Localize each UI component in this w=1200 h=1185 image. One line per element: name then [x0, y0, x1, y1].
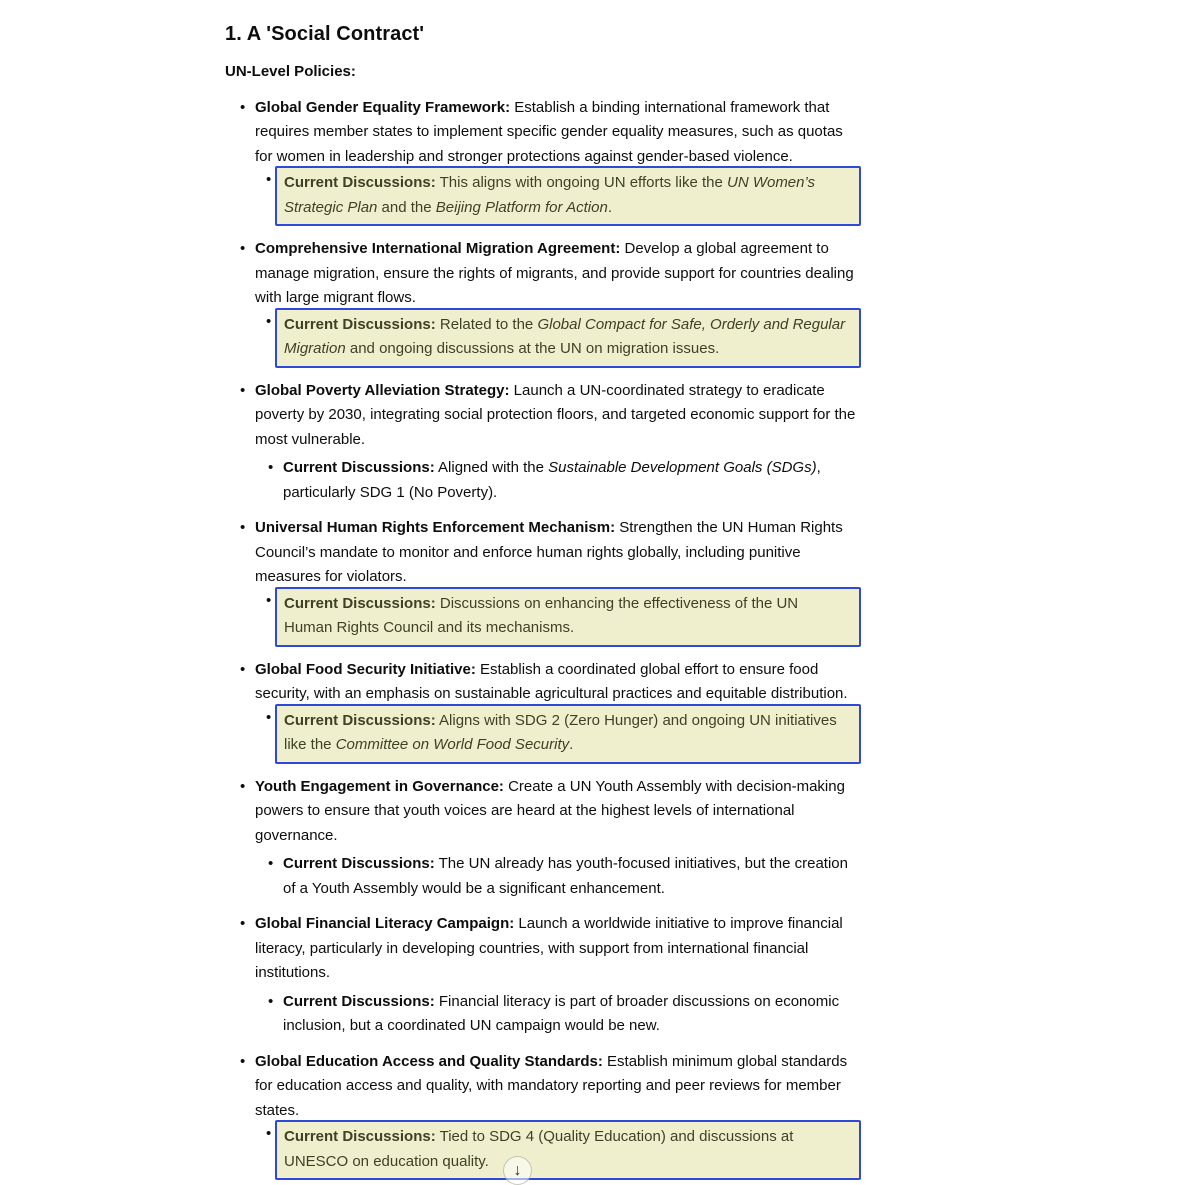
- policy-description: Create a UN Youth Assembly with decision-making powers to ensure that youth voices are heard at the highest levels of international governance.: [255, 777, 845, 844]
- discussion-label: Current Discussions:: [284, 594, 436, 612]
- discussion-text: Related to the: [439, 315, 538, 333]
- policy-item: [225, 658, 861, 764]
- discussion-text: UN Women’s Strategic Plan: [284, 174, 816, 216]
- discussion-text: Financial literacy is part of broader discussions on economic inclusion, but a coordinated UN campaign would be new.: [283, 992, 840, 1034]
- discussion-item: [275, 308, 861, 368]
- policy-description: Establish minimum global standards for education access and quality, with mandatory reporting and peer reviews for member states.: [255, 1052, 848, 1119]
- discussion-highlight-box[interactable]: [275, 587, 861, 647]
- discussion-item: [275, 587, 861, 647]
- policy-title: Global Financial Literacy Campaign:: [255, 915, 515, 932]
- discussion-item: [255, 456, 861, 505]
- discussion-highlight-box[interactable]: [275, 308, 861, 368]
- page-title: 1. A 'Social Contract': [225, 23, 425, 45]
- discussion-item: [255, 852, 861, 901]
- discussion-text: and the: [377, 198, 436, 216]
- policy-title: Global Food Security Initiative:: [255, 660, 476, 678]
- discussion-label: Current Discussions:: [284, 1128, 436, 1145]
- policy-description: Establish a coordinated global effort to ensure food security, with an emphasis on sustainable agricultural practices and equitable distribution.: [255, 660, 848, 702]
- discussion-highlight-box[interactable]: [275, 166, 861, 226]
- down-arrow-icon: ↓: [513, 1161, 522, 1179]
- policy-item: [225, 516, 861, 647]
- discussion-text: Beijing Platform for Action: [435, 198, 608, 216]
- policy-description: Launch a UN-coordinated strategy to eradicate poverty by 2030, integrating social protection floors, and targeted economic support for the most vulnerable.: [255, 381, 856, 448]
- discussion-text: Tied to SDG 4 (Quality Education) and discussions at UNESCO on education quality.: [284, 1128, 794, 1170]
- discussion-label: Current Discussions:: [283, 855, 435, 872]
- discussion-label: Current Discussions:: [284, 315, 436, 333]
- policy-title: Global Poverty Alleviation Strategy:: [255, 381, 510, 399]
- discussion-text: Aligned with the: [438, 459, 549, 476]
- policy-description: Establish a binding international framework that requires member states to implement specific gender equality measures, such as quotas for women in leadership and stronger protections against gender-based violence.: [255, 98, 843, 165]
- discussion-text: Global Compact for Safe, Orderly and Regular Migration: [284, 315, 846, 357]
- discussion-label: Current Discussions:: [284, 711, 436, 729]
- discussion-text: and ongoing discussions at the UN on migration issues.: [345, 340, 720, 357]
- policy-description: Launch a worldwide initiative to improve financial literacy, particularly in developing countries, with support from international financial institutions.: [255, 915, 843, 981]
- policy-description: Develop a global agreement to manage migration, ensure the rights of migrants, and provide support for countries dealing with large migrant flows.: [255, 240, 854, 306]
- policy-item: [225, 775, 861, 902]
- discussion-item: [255, 990, 861, 1039]
- discussion-text: Sustainable Development Goals (SDGs): [548, 459, 817, 476]
- policy-item: [225, 96, 861, 227]
- discussion-text: .: [607, 198, 612, 216]
- policy-list: [225, 96, 861, 1181]
- policy-title: Global Education Access and Quality Standards:: [255, 1052, 603, 1070]
- policy-description: Strengthen the UN Human Rights Council’s mandate to monitor and enforce human rights globally, including punitive measures for violators.: [255, 519, 843, 585]
- discussion-text: Committee on World Food Security: [335, 736, 570, 753]
- policy-item: [225, 912, 861, 1039]
- discussion-text: .: [569, 736, 574, 753]
- discussion-text: This aligns with ongoing UN efforts like the: [439, 174, 727, 191]
- policy-title: Youth Engagement in Governance:: [255, 777, 504, 795]
- discussion-label: Current Discussions:: [283, 992, 435, 1010]
- discussion-label: Current Discussions:: [283, 459, 435, 476]
- section-subheading: UN-Level Policies:: [225, 63, 356, 80]
- discussion-highlight-box[interactable]: [275, 704, 861, 764]
- discussion-text: Aligns with SDG 2 (Zero Hunger) and ongoing UN initiatives like the: [284, 711, 837, 753]
- discussion-text: , particularly SDG 1 (No Poverty).: [283, 459, 821, 501]
- discussion-item: [275, 704, 861, 764]
- policy-item: [225, 379, 861, 506]
- policy-item: [225, 237, 861, 368]
- policy-title: Comprehensive International Migration Agreement:: [255, 240, 621, 257]
- scroll-to-bottom-button[interactable]: [503, 1156, 532, 1185]
- discussion-text: The UN already has youth-focused initiatives, but the creation of a Youth Assembly would be a significant enhancement.: [283, 855, 848, 897]
- policy-title: Global Gender Equality Framework:: [255, 98, 511, 116]
- discussion-item: [275, 1120, 861, 1180]
- policy-item: [225, 1050, 861, 1181]
- discussion-highlight-box[interactable]: [275, 1120, 861, 1180]
- discussion-label: Current Discussions:: [284, 174, 436, 191]
- document-content: [225, 0, 861, 1180]
- policy-title: Universal Human Rights Enforcement Mechanism:: [255, 519, 616, 536]
- discussion-item: [275, 166, 861, 226]
- discussion-text: Discussions on enhancing the effectiveness of the UN Human Rights Council and its mechanisms.: [284, 594, 799, 636]
